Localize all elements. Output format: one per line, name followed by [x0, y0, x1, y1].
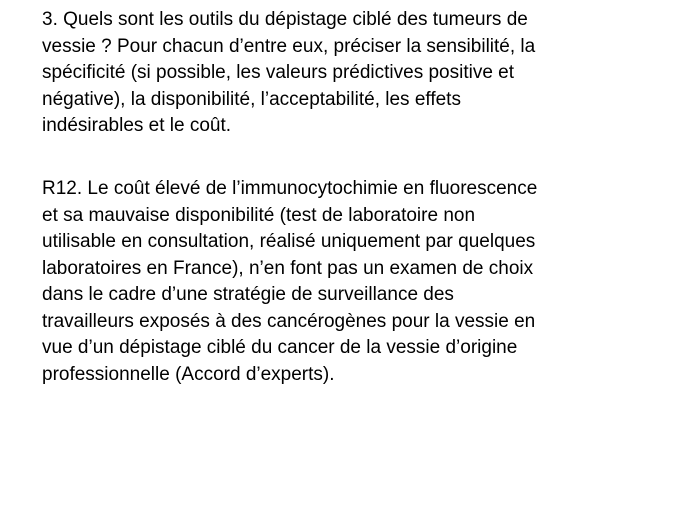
question-line: vessie ? Pour chacun d’entre eux, préciser la sensibilité, la: [42, 35, 536, 57]
answer-line: dans le cadre d’une stratégie de surveillance des: [42, 284, 454, 305]
question-line: négative), la disponibilité, l’acceptabilité, les effets: [42, 88, 461, 110]
question-line: 3. Quels sont les outils du dépistage ciblé des tumeurs de: [42, 9, 528, 30]
answer-line: utilisable en consultation, réalisé uniquement par quelques: [42, 231, 536, 252]
question-line: spécificité (si possible, les valeurs prédictives positive et: [42, 62, 515, 83]
answer-paragraph: [42, 176, 682, 388]
answer-line: vue d’un dépistage ciblé du cancer de la vessie d’origine: [42, 337, 518, 358]
answer-line: R12. Le coût élevé de l’immunocytochimie en fluorescence: [42, 178, 538, 199]
answer-line: et sa mauvaise disponibilité (test de laboratoire non: [42, 204, 476, 226]
answer-line: travailleurs exposés à des cancérogènes pour la vessie en: [42, 310, 536, 332]
question-paragraph: [42, 7, 682, 140]
question-line: indésirables et le coût.: [42, 115, 232, 136]
answer-line: professionnelle (Accord d’experts).: [42, 363, 335, 385]
answer-line: laboratoires en France), n’en font pas un examen de choix: [42, 257, 534, 279]
